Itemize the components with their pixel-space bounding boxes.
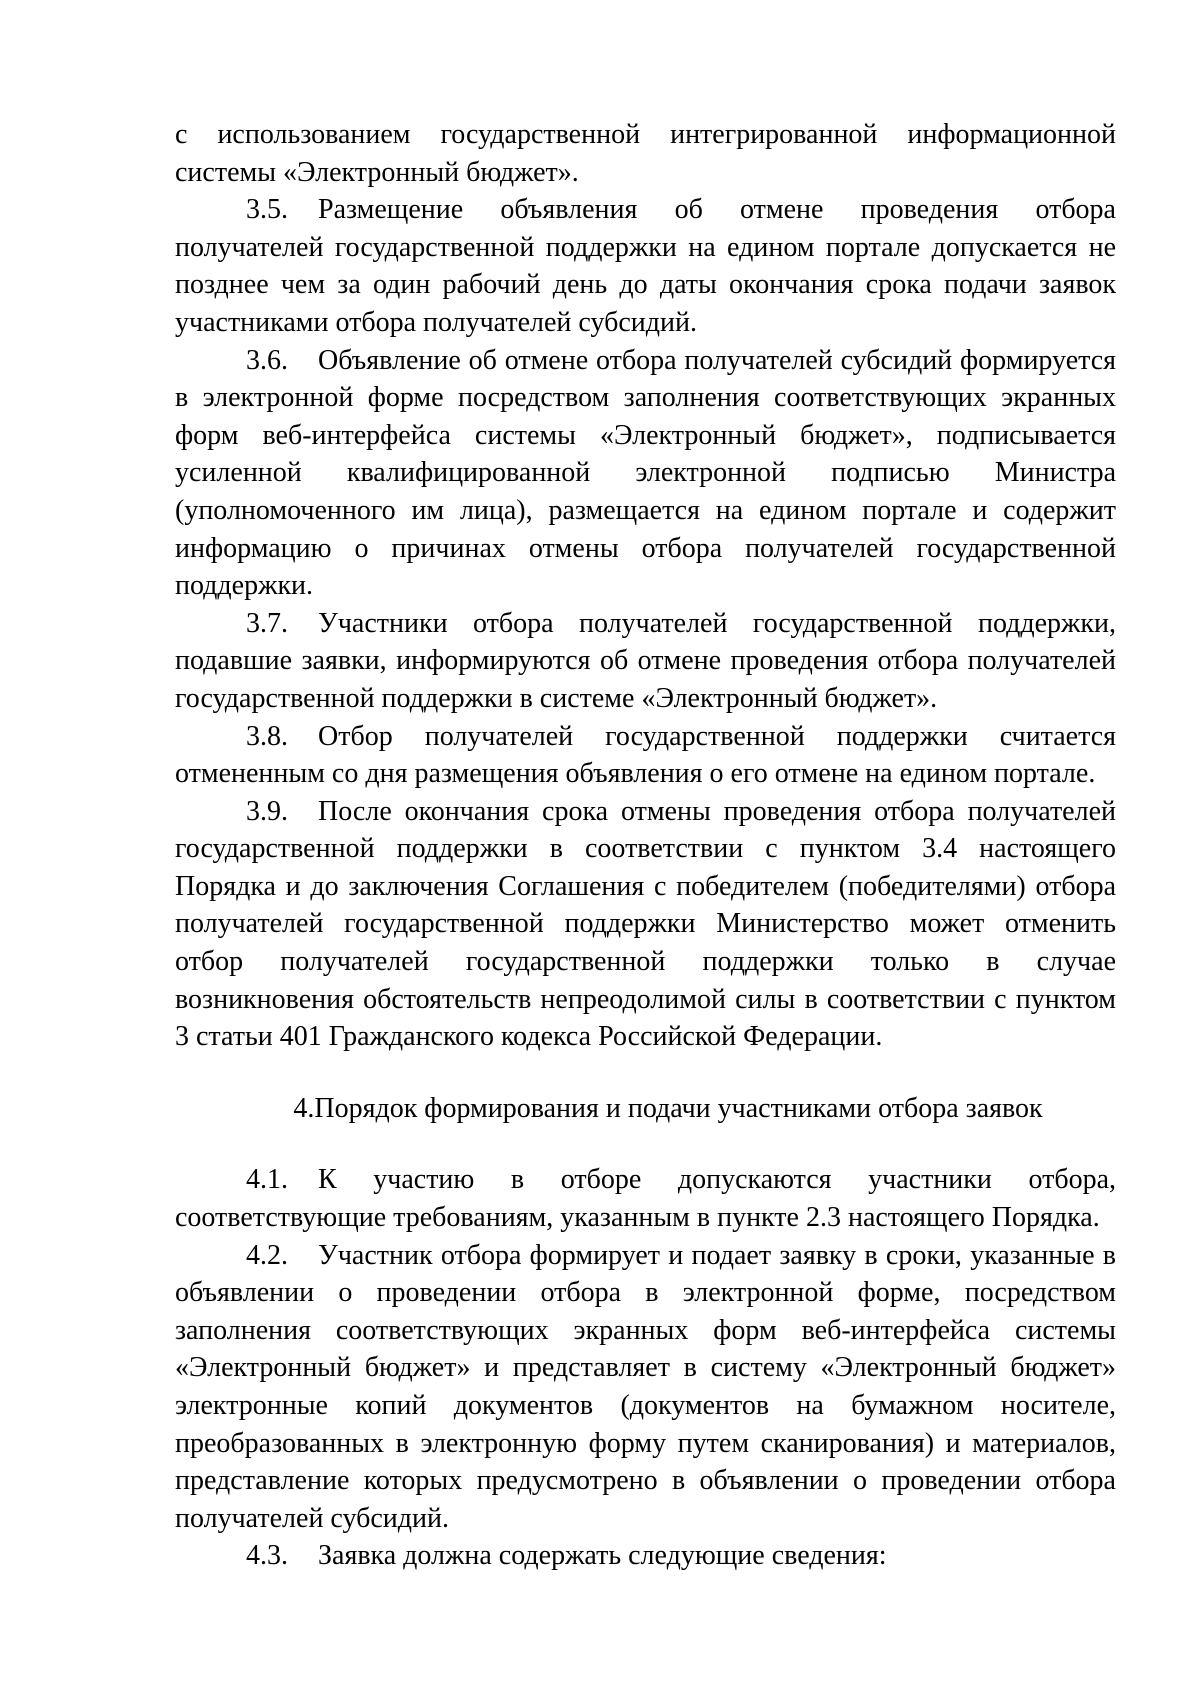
paragraph-4-1 [175, 1161, 1116, 1236]
paragraph-number: 4.2. [246, 1239, 288, 1271]
paragraph-text: После окончания срока отмены проведения отбора получателей государственной поддержки в соответствии с пунктом 3.4 настоящего Порядка и до заключения Соглашения с победителем (победителями) отбора получателей государственной поддержки Министерство может отменить отбор получателей государственной поддержки только в случае возникновения обстоятельств непреодолимой силы в соответствии с пунктом 3 статьи 401 Гражданского кодекса Российской Федерации. [175, 795, 1116, 1053]
paragraph-3-6 [175, 342, 1116, 605]
paragraph-text: Заявка должна содержать следующие сведения: [318, 1540, 887, 1572]
document-body [175, 116, 1116, 1575]
paragraph-number: 3.8. [246, 720, 288, 752]
paragraph-text: К участию в отборе допускаются участники отбора, соответствующие требованиям, указанным в пункте 2.3 настоящего Порядка. [175, 1164, 1116, 1234]
paragraph-number: 4.1. [246, 1164, 288, 1196]
paragraph-continuation [175, 116, 1116, 191]
paragraph-number: 4.3. [246, 1540, 288, 1572]
paragraph-3-7 [175, 605, 1116, 718]
paragraph-number: 3.9. [246, 795, 288, 827]
paragraph-text: Участники отбора получателей государственной поддержки, подавшие заявки, информируются об отмене проведения отбора получателей государственной поддержки в системе «Электронный бюджет». [175, 607, 1116, 714]
paragraph-text: с использованием государственной интегрированной информационной системы «Электронный бюджет». [175, 119, 1116, 188]
paragraph-text: Участник отбора формирует и подает заявку в сроки, указанные в объявлении о проведении отбора в электронной форме, посредством заполнения соответствующих экранных форм веб-интерфейса системы «Электронный бюджет» и представляет в систему «Электронный бюджет» электронные копий документов (документов на бумажном носителе, преобразованных в электронную форму путем сканирования) и материалов, представление которых предусмотрено в объявлении о проведении отбора получателей субсидий. [175, 1239, 1116, 1534]
paragraph-number: 3.5. [246, 194, 288, 226]
paragraph-3-5 [175, 191, 1116, 341]
paragraph-4-3 [175, 1537, 1116, 1575]
paragraph-4-2 [175, 1237, 1116, 1538]
section-heading: 4.Порядок формирования и подачи участниками отбора заявок [293, 1092, 1043, 1124]
paragraph-number: 3.7. [246, 607, 288, 639]
paragraph-text: Объявление об отмене отбора получателей субсидий формируется в электронной форме посредством заполнения соответствующих экранных форм веб-интерфейса системы «Электронный бюджет», подписывается усиленной квалифицированной электронной подписью Министра (уполномоченного им лица), размещается на едином портале и содержит информацию о причинах отмены отбора получателей государственной поддержки. [175, 344, 1116, 602]
paragraph-number: 3.6. [246, 344, 288, 376]
paragraph-3-8 [175, 718, 1116, 793]
paragraph-3-9 [175, 793, 1116, 1056]
paragraph-text: Отбор получателей государственной поддержки считается отмененным со дня размещения объявления о его отмене на едином портале. [175, 720, 1116, 790]
paragraph-text: Размещение объявления об отмене проведения отбора получателей государственной поддержки на едином портале допускается не позднее чем за один рабочий день до даты окончания срока подачи заявок участниками отбора получателей субсидий. [175, 194, 1116, 338]
